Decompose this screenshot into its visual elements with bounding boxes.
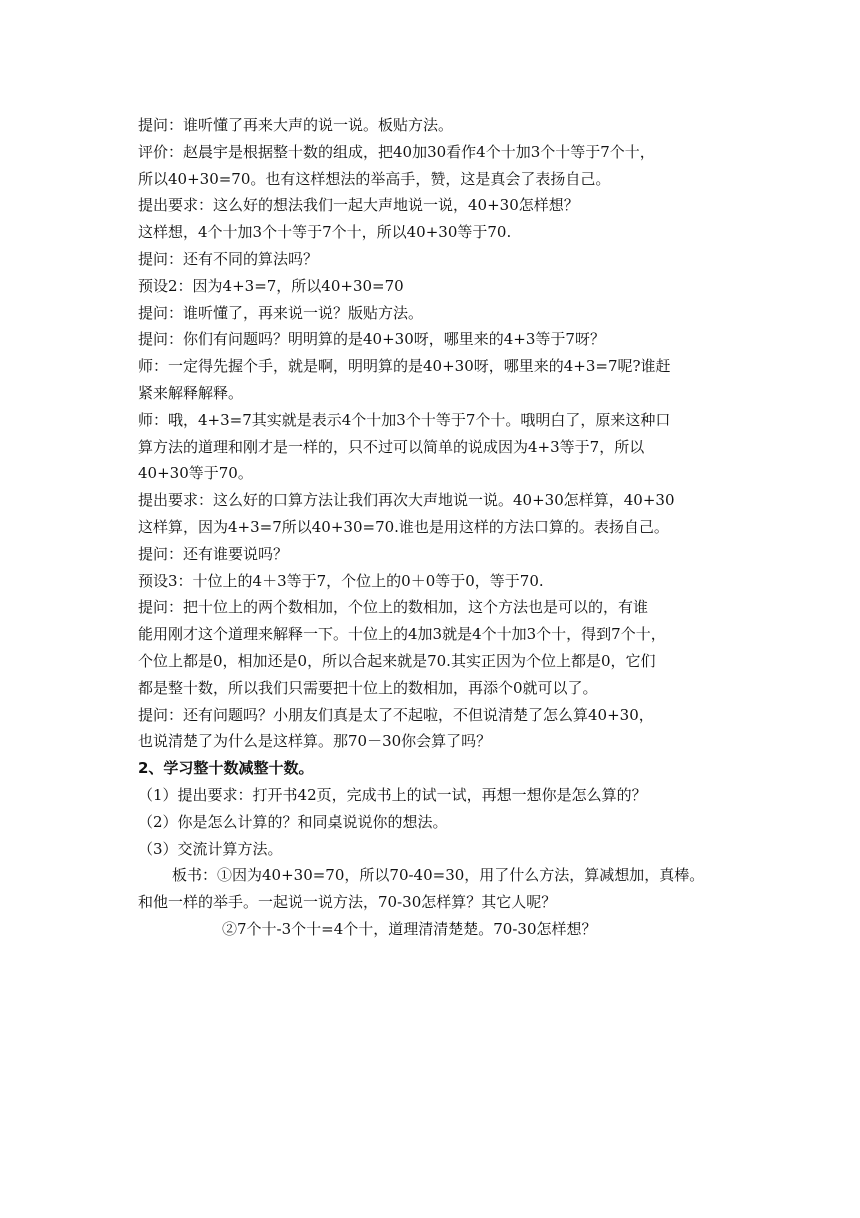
text-line: 也说清楚了为什么是这样算。那70－30你会算了吗？ xyxy=(138,732,492,751)
text-line: 提问：你们有问题吗？明明算的是40+30呀，哪里来的4+3等于7呀？ xyxy=(138,330,605,349)
text-line: 预设3：十位上的4＋3等于7，个位上的0＋0等于0，等于70. xyxy=(138,571,544,590)
text-line: 算方法的道理和刚才是一样的，只不过可以简单的说成因为4+3等于7，所以 xyxy=(138,437,645,456)
text-line: 所以40+30=70。也有这样想法的举高手，赞，这是真会了表扬自己。 xyxy=(138,169,611,188)
text-line: 提问：谁听懂了，再来说一说？版贴方法。 xyxy=(138,303,424,322)
text-line: 能用刚才这个道理来解释一下。十位上的4加3就是4个十加3个十，得到7个十， xyxy=(138,625,666,644)
text-line: 都是整十数，所以我们只需要把十位上的数相加，再添个0就可以了。 xyxy=(138,678,598,697)
text-line: 评价：赵晨宇是根据整十数的组成，把40加30看作4个十加3个十等于7个十， xyxy=(138,142,655,161)
text-line: 师：哦，4+3=7其实就是表示4个十加3个十等于7个十。哦明白了，原来这种口 xyxy=(138,410,671,429)
text-line: 提出要求：这么好的想法我们一起大声地说一说，40+30怎样想？ xyxy=(138,196,579,215)
text-line: 提问：谁听懂了再来大声的说一说。板贴方法。 xyxy=(138,116,454,134)
text-line: 紧来解释解释。 xyxy=(138,383,244,402)
text-line: 提问：还有谁要说吗？ xyxy=(138,544,289,563)
text-line: ②7个十-3个十=4个十，道理清清楚楚。70-30怎样想？ xyxy=(222,919,597,938)
text-line: 提问：还有问题吗？小朋友们真是太了不起啦，不但说清楚了怎么算40+30， xyxy=(138,705,654,724)
text-line: 板书：①因为40+30=70，所以70-40=30，用了什么方法，算减想加，真棒。 xyxy=(172,866,705,885)
text-line: 提问：还有不同的算法吗？ xyxy=(138,249,319,268)
text-line: 这样算，因为4+3=7所以40+30=70.谁也是用这样的方法口算的。表扬自己。 xyxy=(138,517,669,536)
text-line: 40+30等于70。 xyxy=(138,464,253,483)
text-line: （3）交流计算方法。 xyxy=(138,839,283,858)
text-line: 师：一定得先握个手，就是啊，明明算的是40+30呀，哪里来的4+3=7呢?谁赶 xyxy=(138,357,671,376)
text-line: （1）提出要求：打开书42页，完成书上的试一试，再想一想你是怎么算的？ xyxy=(138,785,647,804)
text-line: （2）你是怎么计算的？和同桌说说你的想法。 xyxy=(138,812,448,831)
text-line: 这样想，4个十加3个十等于7个十，所以40+30等于70. xyxy=(138,223,512,242)
lesson-text xyxy=(138,112,728,943)
text-line: 提出要求：这么好的口算方法让我们再次大声地说一说。40+30怎样算，40+30 xyxy=(138,491,675,510)
text-line: 个位上都是0，相加还是0，所以合起来就是70.其实正因为个位上都是0，它们 xyxy=(138,651,656,670)
text-line: 和他一样的举手。一起说一说方法，70-30怎样算？其它人呢？ xyxy=(138,893,557,912)
text-line: 提问：把十位上的两个数相加，个位上的数相加，这个方法也是可以的，有谁 xyxy=(138,598,649,617)
text-line: 预设2：因为4+3=7，所以40+30=70 xyxy=(138,276,404,295)
section-heading: 2、学习整十数减整十数。 xyxy=(138,759,314,778)
